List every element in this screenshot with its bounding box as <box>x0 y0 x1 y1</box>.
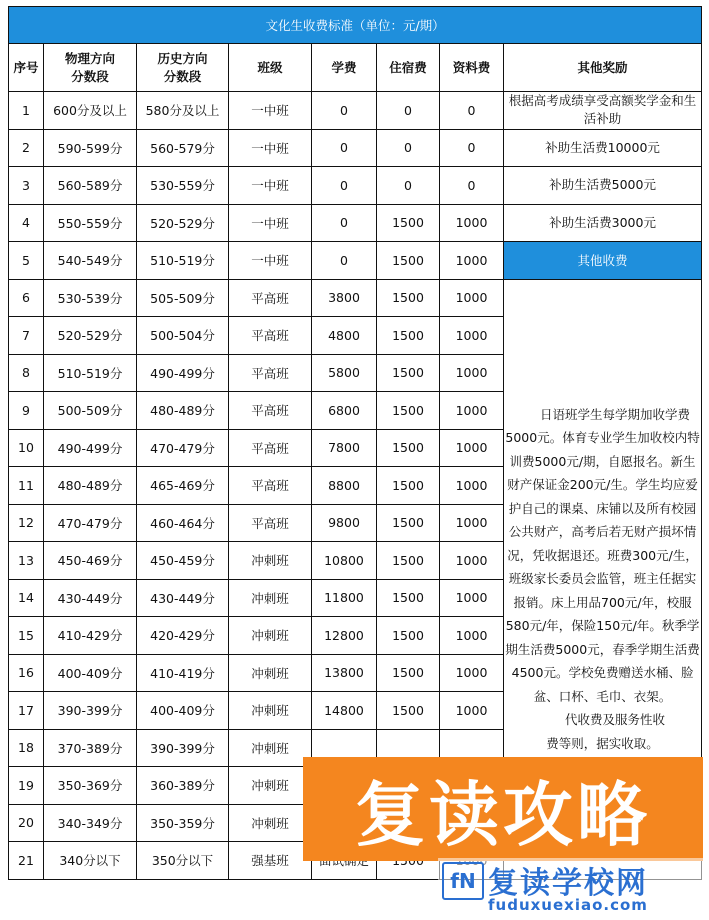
table-cell: 1000 <box>440 579 504 617</box>
site-watermark <box>438 858 708 916</box>
table-cell: 2 <box>9 129 44 167</box>
reward-cell: 根据高考成绩享受高额奖学金和生活补助 <box>504 92 702 130</box>
other-fees-header: 其他收费 <box>504 242 702 280</box>
table-cell: 1500 <box>377 204 440 242</box>
table-cell: 0 <box>440 129 504 167</box>
table-cell: 1000 <box>440 542 504 580</box>
table-title-row <box>9 7 702 44</box>
table-cell: 一中班 <box>229 167 312 205</box>
table-cell: 560-589分 <box>44 167 137 205</box>
table-cell: 11 <box>9 467 44 505</box>
table-cell: 5800 <box>312 354 377 392</box>
table-cell: 冲刺班 <box>229 692 312 730</box>
table-cell: 0 <box>312 92 377 130</box>
table-cell: 14 <box>9 579 44 617</box>
table-cell: 550-559分 <box>44 204 137 242</box>
table-cell: 19 <box>9 767 44 805</box>
table-row <box>9 167 702 205</box>
table-cell: 400-409分 <box>44 654 137 692</box>
table-cell: 冲刺班 <box>229 729 312 767</box>
table-cell: 505-509分 <box>137 279 229 317</box>
table-cell: 1500 <box>377 317 440 355</box>
table-cell: 480-489分 <box>44 467 137 505</box>
table-cell: 390-399分 <box>137 729 229 767</box>
table-row <box>9 204 702 242</box>
table-cell: 520-529分 <box>44 317 137 355</box>
table-cell: 400-409分 <box>137 692 229 730</box>
table-cell: 350分以下 <box>137 842 229 880</box>
table-cell: 540-549分 <box>44 242 137 280</box>
table-cell: 11800 <box>312 579 377 617</box>
table-cell: 590-599分 <box>44 129 137 167</box>
other-fees-text-continued: 代收费及服务性收 <box>565 712 666 728</box>
table-cell: 1500 <box>377 429 440 467</box>
table-cell: 平高班 <box>229 279 312 317</box>
table-cell: 平高班 <box>229 354 312 392</box>
table-cell: 18 <box>9 729 44 767</box>
table-cell: 冲刺班 <box>229 654 312 692</box>
table-cell: 500-509分 <box>44 392 137 430</box>
table-cell: 360-389分 <box>137 767 229 805</box>
table-cell: 465-469分 <box>137 467 229 505</box>
table-cell: 480-489分 <box>137 392 229 430</box>
table-cell: 1000 <box>440 204 504 242</box>
table-cell: 4800 <box>312 317 377 355</box>
table-cell: 6800 <box>312 392 377 430</box>
table-cell: 470-479分 <box>44 504 137 542</box>
table-cell: 6 <box>9 279 44 317</box>
table-cell: 强基班 <box>229 842 312 880</box>
table-cell: 1000 <box>440 467 504 505</box>
table-cell: 1500 <box>377 354 440 392</box>
table-cell: 平高班 <box>229 467 312 505</box>
table-cell: 370-389分 <box>44 729 137 767</box>
table-cell: 1500 <box>377 504 440 542</box>
table-cell: 1000 <box>440 692 504 730</box>
table-cell: 340-349分 <box>44 804 137 842</box>
table-cell: 1500 <box>377 617 440 655</box>
table-cell: 340分以下 <box>44 842 137 880</box>
table-cell: 平高班 <box>229 429 312 467</box>
table-cell: 410-419分 <box>137 654 229 692</box>
watermark-url: fuduxuexiao.com <box>488 896 648 914</box>
table-cell: 一中班 <box>229 129 312 167</box>
table-cell: 5 <box>9 242 44 280</box>
table-cell: 一中班 <box>229 92 312 130</box>
reward-cell: 补助生活费3000元 <box>504 204 702 242</box>
table-cell: 1000 <box>440 654 504 692</box>
table-cell: 0 <box>440 92 504 130</box>
table-cell: 350-369分 <box>44 767 137 805</box>
table-row <box>9 92 702 130</box>
table-cell: 冲刺班 <box>229 767 312 805</box>
table-cell: 460-464分 <box>137 504 229 542</box>
table-header-row <box>9 44 702 92</box>
table-cell: 1500 <box>377 279 440 317</box>
table-row <box>9 129 702 167</box>
table-cell: 平高班 <box>229 317 312 355</box>
table-cell: 1 <box>9 92 44 130</box>
table-cell: 500-504分 <box>137 317 229 355</box>
column-header: 学费 <box>312 44 377 92</box>
table-cell: 1000 <box>440 429 504 467</box>
table-cell: 10 <box>9 429 44 467</box>
table-cell: 0 <box>312 129 377 167</box>
column-header: 其他奖励 <box>504 44 702 92</box>
reward-cell: 补助生活费5000元 <box>504 167 702 205</box>
table-cell: 一中班 <box>229 242 312 280</box>
table-cell: 410-429分 <box>44 617 137 655</box>
table-cell: 450-459分 <box>137 542 229 580</box>
table-cell: 12 <box>9 504 44 542</box>
table-cell: 530-559分 <box>137 167 229 205</box>
table-cell: 冲刺班 <box>229 542 312 580</box>
table-cell: 1000 <box>440 354 504 392</box>
column-header: 班级 <box>229 44 312 92</box>
other-fees-text-end: 费等则，据实收取。 <box>546 735 659 751</box>
table-cell: 9 <box>9 392 44 430</box>
table-cell: 1000 <box>440 504 504 542</box>
table-cell: 490-499分 <box>44 429 137 467</box>
table-cell: 1000 <box>440 279 504 317</box>
table-cell: 1500 <box>377 242 440 280</box>
table-cell: 1000 <box>440 617 504 655</box>
table-cell: 10800 <box>312 542 377 580</box>
table-cell: 1000 <box>440 317 504 355</box>
table-cell: 8800 <box>312 467 377 505</box>
table-cell: 1500 <box>377 692 440 730</box>
reward-cell: 补助生活费10000元 <box>504 129 702 167</box>
table-row <box>9 242 702 280</box>
table-cell: 15 <box>9 617 44 655</box>
table-cell: 420-429分 <box>137 617 229 655</box>
table-cell: 560-579分 <box>137 129 229 167</box>
table-cell: 520-529分 <box>137 204 229 242</box>
table-row <box>9 279 702 317</box>
watermark-site-name: 复读学校网 <box>488 866 648 901</box>
table-cell: 17 <box>9 692 44 730</box>
promo-banner <box>303 757 703 861</box>
table-cell: 3 <box>9 167 44 205</box>
table-cell: 0 <box>312 167 377 205</box>
table-cell: 430-449分 <box>137 579 229 617</box>
table-cell: 0 <box>377 167 440 205</box>
column-header: 序号 <box>9 44 44 92</box>
table-cell: 600分及以上 <box>44 92 137 130</box>
table-cell: 510-519分 <box>137 242 229 280</box>
table-cell: 13800 <box>312 654 377 692</box>
table-cell: 350-359分 <box>137 804 229 842</box>
column-header: 历史方向 分数段 <box>137 44 229 92</box>
table-cell: 14800 <box>312 692 377 730</box>
table-cell: 12800 <box>312 617 377 655</box>
table-cell: 平高班 <box>229 504 312 542</box>
table-cell: 0 <box>312 204 377 242</box>
other-fees-text: 日语班学生每学期加收学费5000元。体育专业学生加收校内特训费5000元/期，自愿报名。新生财产保证金200元/生。学生均应爱护自己的课桌、床铺以及所有校园公共财产，高考后若无财产损坏情况，凭收据退还。班费300元/生，班级家长委员会监管，班主任据实报销。床上用品700元/年，校服580元/年，保险150元/年。秋季学期生活费5000元，春季学期生活费4500元。学校免费赠送水桶、脸盆、口杯、毛巾、衣架。 <box>505 406 700 704</box>
table-cell: 1500 <box>377 392 440 430</box>
table-cell: 1000 <box>440 392 504 430</box>
table-cell: 21 <box>9 842 44 880</box>
table-cell: 冲刺班 <box>229 804 312 842</box>
table-cell: 8 <box>9 354 44 392</box>
table-cell: 冲刺班 <box>229 579 312 617</box>
table-cell: 510-519分 <box>44 354 137 392</box>
table-cell: 1500 <box>377 467 440 505</box>
table-cell: 0 <box>377 129 440 167</box>
table-cell: 530-539分 <box>44 279 137 317</box>
table-cell: 平高班 <box>229 392 312 430</box>
table-title: 文化生收费标准（单位：元/期） <box>9 7 702 44</box>
table-cell: 9800 <box>312 504 377 542</box>
table-cell: 1000 <box>440 242 504 280</box>
table-cell: 0 <box>377 92 440 130</box>
table-cell: 16 <box>9 654 44 692</box>
table-cell: 0 <box>312 242 377 280</box>
table-cell: 7800 <box>312 429 377 467</box>
site-logo-icon: fN <box>442 862 484 900</box>
fee-table <box>8 6 702 880</box>
table-cell: 1500 <box>377 654 440 692</box>
table-cell: 一中班 <box>229 204 312 242</box>
table-cell: 580分及以上 <box>137 92 229 130</box>
column-header: 物理方向 分数段 <box>44 44 137 92</box>
table-cell: 7 <box>9 317 44 355</box>
table-cell: 20 <box>9 804 44 842</box>
table-cell: 1500 <box>377 542 440 580</box>
banner-text: 复读攻略 <box>355 773 651 856</box>
table-cell: 4 <box>9 204 44 242</box>
table-cell: 390-399分 <box>44 692 137 730</box>
table-cell: 450-469分 <box>44 542 137 580</box>
table-cell: 490-499分 <box>137 354 229 392</box>
table-cell: 冲刺班 <box>229 617 312 655</box>
table-cell: 3800 <box>312 279 377 317</box>
table-cell: 470-479分 <box>137 429 229 467</box>
table-cell: 0 <box>440 167 504 205</box>
table-cell: 430-449分 <box>44 579 137 617</box>
table-cell: 13 <box>9 542 44 580</box>
column-header: 资料费 <box>440 44 504 92</box>
table-cell: 1500 <box>377 579 440 617</box>
column-header: 住宿费 <box>377 44 440 92</box>
